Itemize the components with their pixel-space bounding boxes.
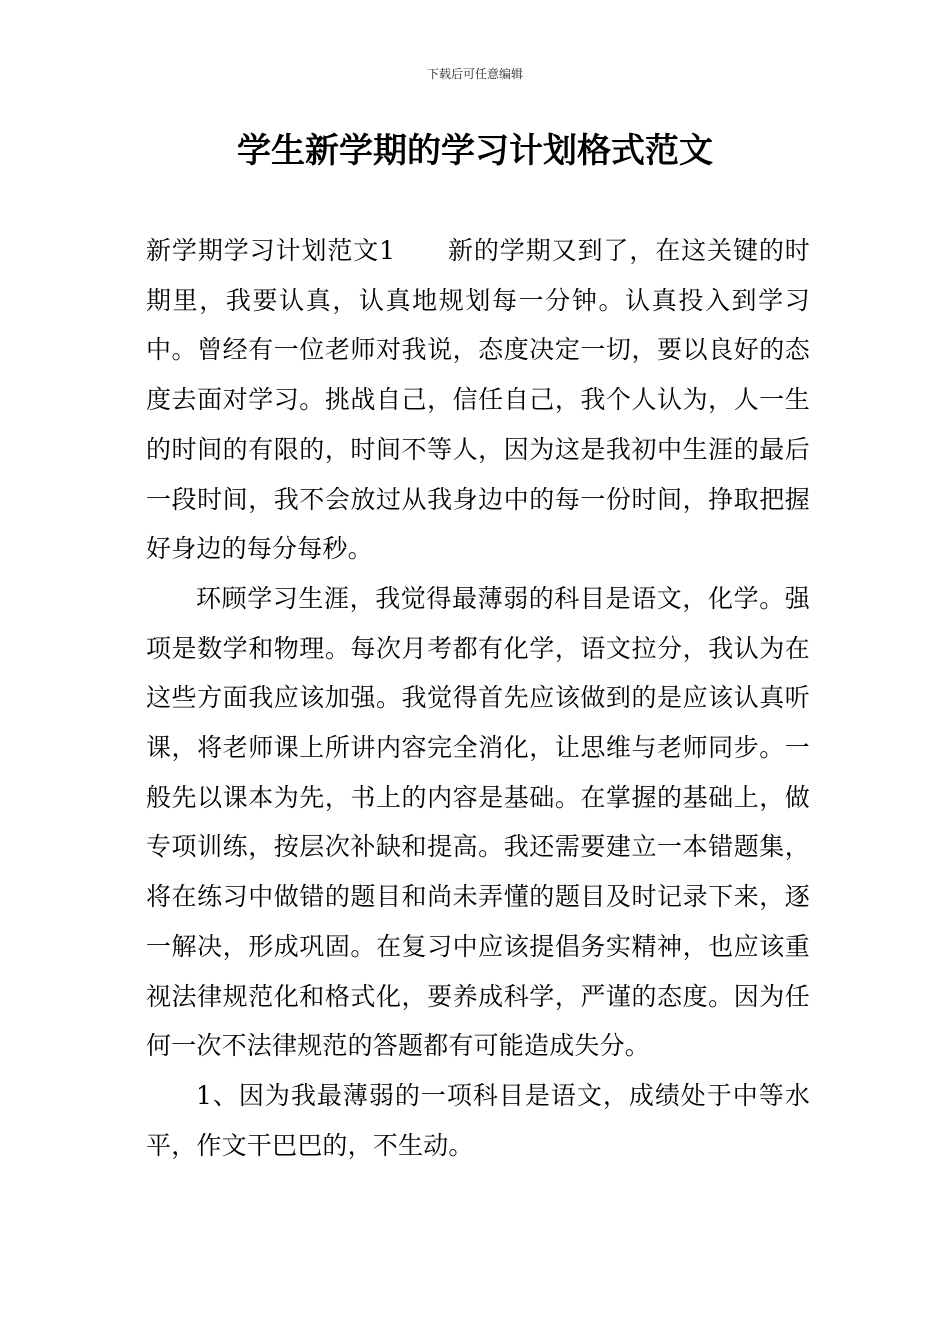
paragraph-2: 环顾学习生涯，我觉得最薄弱的科目是语文，化学。强项是数学和物理。每次月考都有化学，语文拉分，我认为在这些方面我应该加强。我觉得首先应该做到的是应该认真听课，将老师课上所讲内容完全消化，让思维与老师同步。一般先以课本为先，书上的内容是基础。在掌握的基础上，做专项训练，按层次补缺和提高。我还需要建立一本错题集，将在练习中做错的题目和尚未弄懂的题目及时记录下来，逐一解决，形成巩固。在复习中应该提倡务实精神，也应该重视法律规范化和格式化，要养成科学，严谨的态度。因为任何一次不法律规范的答题都有可能造成失分。 [146,583,810,1061]
document-title: 学生新学期的学习计划格式范文 [237,131,713,171]
paragraph-1-text: 新的学期又到了，在这关键的时期里，我要认真，认真地规划每一分钟。认真投入到学习中。曾经有一位老师对我说，态度决定一切，要以良好的态度去面对学习。挑战自己，信任自己，我个人认为，人一生的时间的有限的，时间不等人，因为这是我初中生涯的最后一段时间，我不会放过从我身边中的每一份时间，挣取把握好身边的每分每秒。 [146,236,810,564]
paragraph-1 [146,226,810,574]
header-note: 下载后可任意编辑 [426,67,523,81]
paragraph-3: 1、因为我最薄弱的一项科目是语文，成绩处于中等水平，作文干巴巴的，不生动。 [146,1080,810,1160]
section-label: 新学期学习计划范文1 [146,236,396,265]
document-body [146,226,810,1170]
